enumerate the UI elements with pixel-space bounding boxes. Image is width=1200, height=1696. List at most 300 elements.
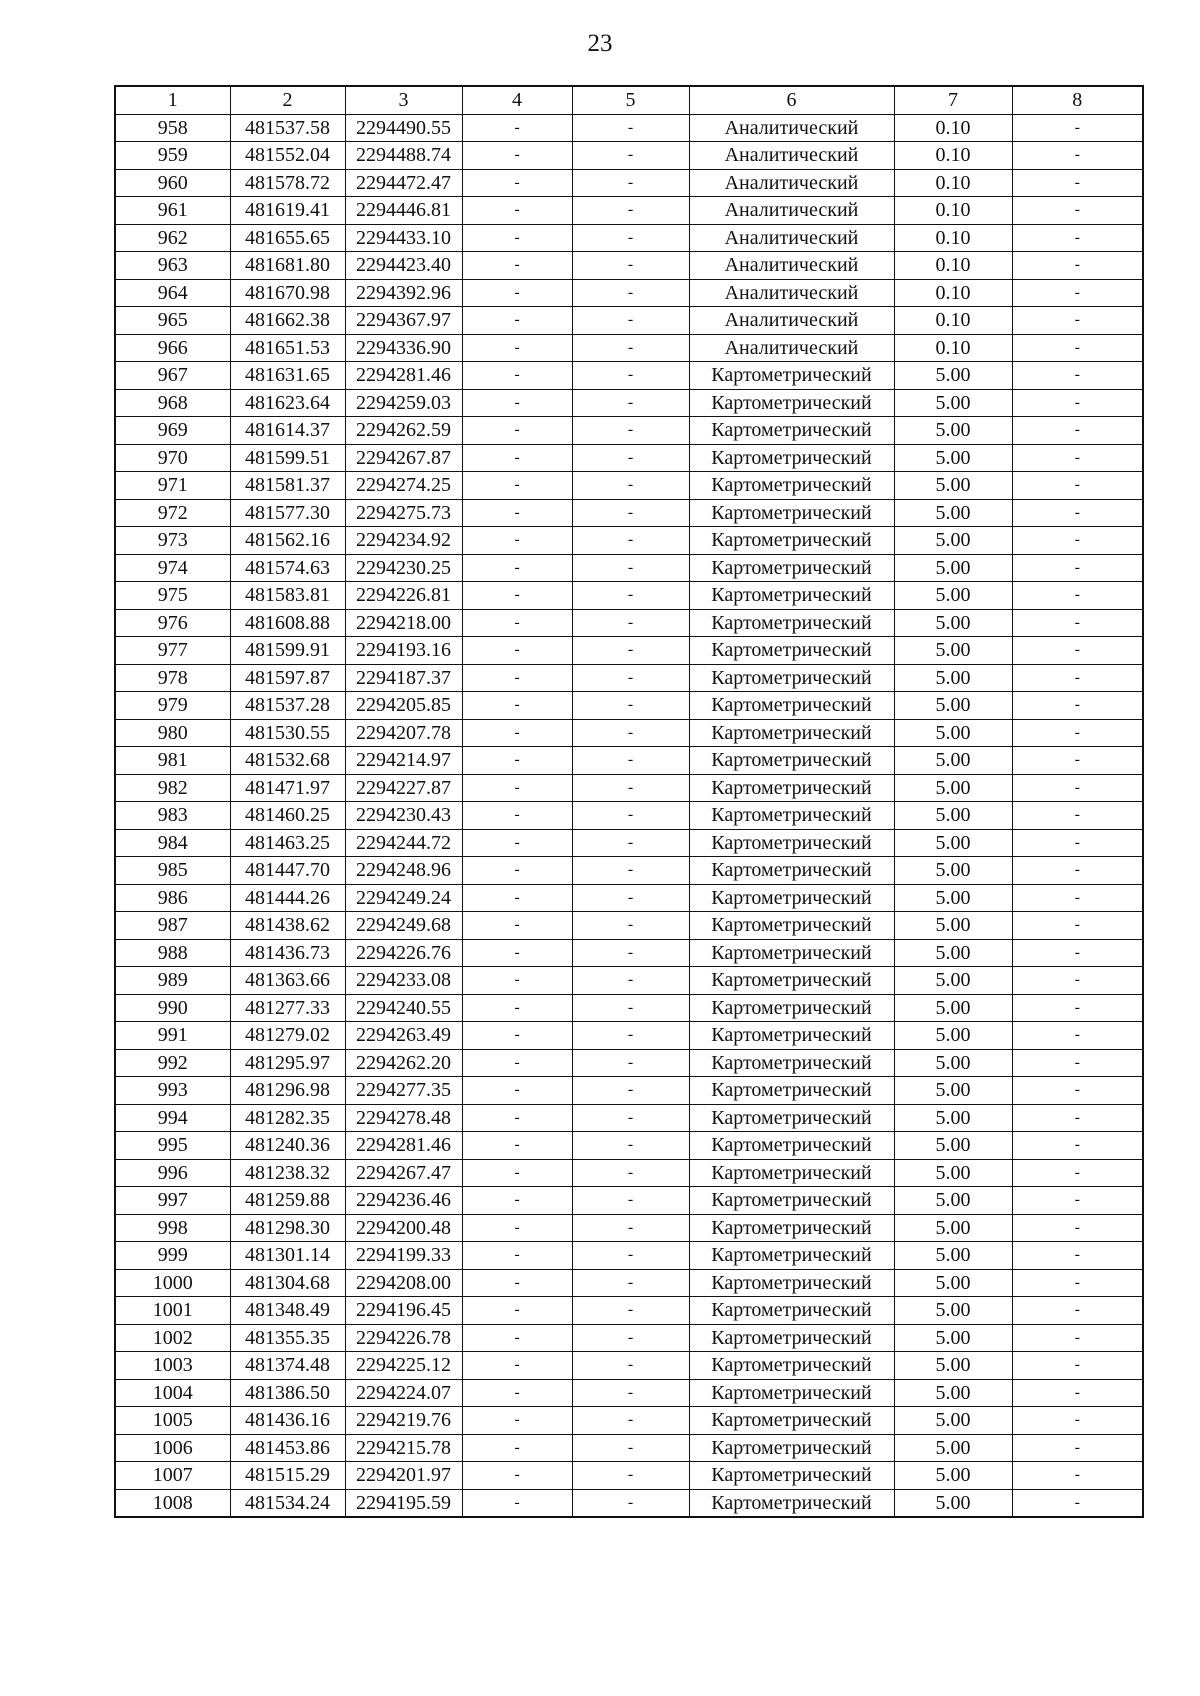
- column-5-cell: -: [572, 912, 689, 940]
- column-4-cell: -: [462, 1489, 572, 1517]
- point-number-cell: 1004: [115, 1379, 230, 1407]
- column-8-cell: -: [1012, 1352, 1143, 1380]
- column-8-cell: -: [1012, 664, 1143, 692]
- column-8-cell: -: [1012, 197, 1143, 225]
- x-coordinate-cell: 481515.29: [230, 1462, 345, 1490]
- column-5-cell: -: [572, 1077, 689, 1105]
- table-row: [115, 994, 1143, 1022]
- accuracy-cell: 5.00: [894, 912, 1012, 940]
- accuracy-cell: 5.00: [894, 1297, 1012, 1325]
- accuracy-cell: 5.00: [894, 774, 1012, 802]
- point-number-cell: 958: [115, 114, 230, 142]
- column-8-cell: -: [1012, 1077, 1143, 1105]
- column-5-cell: -: [572, 1379, 689, 1407]
- y-coordinate-cell: 2294226.78: [345, 1324, 462, 1352]
- y-coordinate-cell: 2294490.55: [345, 114, 462, 142]
- column-8-cell: -: [1012, 1462, 1143, 1490]
- x-coordinate-cell: 481583.81: [230, 582, 345, 610]
- column-4-cell: -: [462, 1352, 572, 1380]
- y-coordinate-cell: 2294234.92: [345, 527, 462, 555]
- column-8-cell: -: [1012, 1324, 1143, 1352]
- column-5-cell: -: [572, 169, 689, 197]
- column-8-cell: -: [1012, 912, 1143, 940]
- accuracy-cell: 5.00: [894, 1489, 1012, 1517]
- column-5-cell: -: [572, 527, 689, 555]
- table-row: [115, 252, 1143, 280]
- column-5-cell: -: [572, 1022, 689, 1050]
- method-cell: Аналитический: [689, 197, 894, 225]
- column-8-cell: -: [1012, 994, 1143, 1022]
- point-number-cell: 982: [115, 774, 230, 802]
- point-number-cell: 961: [115, 197, 230, 225]
- point-number-cell: 969: [115, 417, 230, 445]
- method-cell: Картометрический: [689, 1022, 894, 1050]
- y-coordinate-cell: 2294236.46: [345, 1187, 462, 1215]
- column-8-cell: -: [1012, 1269, 1143, 1297]
- x-coordinate-cell: 481436.16: [230, 1407, 345, 1435]
- point-number-cell: 994: [115, 1104, 230, 1132]
- point-number-cell: 1007: [115, 1462, 230, 1490]
- point-number-cell: 964: [115, 279, 230, 307]
- accuracy-cell: 5.00: [894, 637, 1012, 665]
- point-number-cell: 979: [115, 692, 230, 720]
- column-header-3: 3: [345, 86, 462, 114]
- column-4-cell: -: [462, 637, 572, 665]
- table-row: [115, 224, 1143, 252]
- x-coordinate-cell: 481623.64: [230, 389, 345, 417]
- method-cell: Картометрический: [689, 1132, 894, 1160]
- point-number-cell: 968: [115, 389, 230, 417]
- accuracy-cell: 0.10: [894, 114, 1012, 142]
- x-coordinate-cell: 481681.80: [230, 252, 345, 280]
- column-4-cell: -: [462, 279, 572, 307]
- x-coordinate-cell: 481655.65: [230, 224, 345, 252]
- column-5-cell: -: [572, 884, 689, 912]
- accuracy-cell: 5.00: [894, 362, 1012, 390]
- accuracy-cell: 5.00: [894, 1324, 1012, 1352]
- column-5-cell: -: [572, 994, 689, 1022]
- table-row: [115, 664, 1143, 692]
- x-coordinate-cell: 481295.97: [230, 1049, 345, 1077]
- y-coordinate-cell: 2294433.10: [345, 224, 462, 252]
- point-number-cell: 997: [115, 1187, 230, 1215]
- column-5-cell: -: [572, 417, 689, 445]
- method-cell: Картометрический: [689, 1214, 894, 1242]
- x-coordinate-cell: 481355.35: [230, 1324, 345, 1352]
- method-cell: Картометрический: [689, 939, 894, 967]
- x-coordinate-cell: 481282.35: [230, 1104, 345, 1132]
- column-8-cell: -: [1012, 499, 1143, 527]
- point-number-cell: 998: [115, 1214, 230, 1242]
- x-coordinate-cell: 481444.26: [230, 884, 345, 912]
- x-coordinate-cell: 481578.72: [230, 169, 345, 197]
- column-5-cell: -: [572, 719, 689, 747]
- y-coordinate-cell: 2294278.48: [345, 1104, 462, 1132]
- y-coordinate-cell: 2294240.55: [345, 994, 462, 1022]
- column-5-cell: -: [572, 692, 689, 720]
- accuracy-cell: 5.00: [894, 1159, 1012, 1187]
- accuracy-cell: 5.00: [894, 802, 1012, 830]
- y-coordinate-cell: 2294218.00: [345, 609, 462, 637]
- table-row: [115, 444, 1143, 472]
- column-8-cell: -: [1012, 389, 1143, 417]
- column-5-cell: -: [572, 664, 689, 692]
- y-coordinate-cell: 2294248.96: [345, 857, 462, 885]
- method-cell: Картометрический: [689, 609, 894, 637]
- table-row: [115, 1462, 1143, 1490]
- column-5-cell: -: [572, 1242, 689, 1270]
- column-5-cell: -: [572, 802, 689, 830]
- coordinates-table: [114, 85, 1144, 1518]
- column-5-cell: -: [572, 1132, 689, 1160]
- page-number: 23: [587, 30, 613, 57]
- column-4-cell: -: [462, 169, 572, 197]
- accuracy-cell: 5.00: [894, 939, 1012, 967]
- y-coordinate-cell: 2294446.81: [345, 197, 462, 225]
- column-4-cell: -: [462, 334, 572, 362]
- column-4-cell: -: [462, 1077, 572, 1105]
- column-8-cell: -: [1012, 829, 1143, 857]
- point-number-cell: 975: [115, 582, 230, 610]
- column-5-cell: -: [572, 1214, 689, 1242]
- table-header: [115, 86, 1143, 114]
- method-cell: Картометрический: [689, 1269, 894, 1297]
- x-coordinate-cell: 481374.48: [230, 1352, 345, 1380]
- table-row: [115, 1049, 1143, 1077]
- column-8-cell: -: [1012, 1132, 1143, 1160]
- column-4-cell: -: [462, 1269, 572, 1297]
- accuracy-cell: 0.10: [894, 307, 1012, 335]
- column-5-cell: -: [572, 1297, 689, 1325]
- column-4-cell: -: [462, 1214, 572, 1242]
- column-8-cell: -: [1012, 1159, 1143, 1187]
- y-coordinate-cell: 2294277.35: [345, 1077, 462, 1105]
- column-5-cell: -: [572, 1159, 689, 1187]
- column-4-cell: -: [462, 609, 572, 637]
- column-4-cell: -: [462, 719, 572, 747]
- y-coordinate-cell: 2294226.76: [345, 939, 462, 967]
- column-8-cell: -: [1012, 692, 1143, 720]
- table-row: [115, 1352, 1143, 1380]
- column-header-2: 2: [230, 86, 345, 114]
- x-coordinate-cell: 481304.68: [230, 1269, 345, 1297]
- column-4-cell: -: [462, 389, 572, 417]
- method-cell: Картометрический: [689, 499, 894, 527]
- x-coordinate-cell: 481530.55: [230, 719, 345, 747]
- column-4-cell: -: [462, 994, 572, 1022]
- method-cell: Аналитический: [689, 169, 894, 197]
- accuracy-cell: 5.00: [894, 389, 1012, 417]
- accuracy-cell: 5.00: [894, 1104, 1012, 1132]
- x-coordinate-cell: 481453.86: [230, 1434, 345, 1462]
- y-coordinate-cell: 2294195.59: [345, 1489, 462, 1517]
- accuracy-cell: 0.10: [894, 169, 1012, 197]
- table-row: [115, 1379, 1143, 1407]
- column-5-cell: -: [572, 1104, 689, 1132]
- column-8-cell: -: [1012, 224, 1143, 252]
- table-row: [115, 1132, 1143, 1160]
- table-row: [115, 1022, 1143, 1050]
- column-5-cell: -: [572, 1462, 689, 1490]
- method-cell: Картометрический: [689, 802, 894, 830]
- method-cell: Картометрический: [689, 554, 894, 582]
- y-coordinate-cell: 2294244.72: [345, 829, 462, 857]
- column-4-cell: -: [462, 114, 572, 142]
- y-coordinate-cell: 2294275.73: [345, 499, 462, 527]
- column-5-cell: -: [572, 197, 689, 225]
- table-row: [115, 1407, 1143, 1435]
- column-4-cell: -: [462, 252, 572, 280]
- x-coordinate-cell: 481463.25: [230, 829, 345, 857]
- method-cell: Картометрический: [689, 1104, 894, 1132]
- column-8-cell: -: [1012, 252, 1143, 280]
- column-5-cell: -: [572, 114, 689, 142]
- accuracy-cell: 5.00: [894, 417, 1012, 445]
- point-number-cell: 973: [115, 527, 230, 555]
- column-4-cell: -: [462, 664, 572, 692]
- column-4-cell: -: [462, 1159, 572, 1187]
- column-5-cell: -: [572, 774, 689, 802]
- method-cell: Картометрический: [689, 857, 894, 885]
- column-5-cell: -: [572, 362, 689, 390]
- accuracy-cell: 5.00: [894, 1132, 1012, 1160]
- y-coordinate-cell: 2294230.25: [345, 554, 462, 582]
- method-cell: Картометрический: [689, 747, 894, 775]
- accuracy-cell: 5.00: [894, 884, 1012, 912]
- table-row: [115, 307, 1143, 335]
- y-coordinate-cell: 2294267.47: [345, 1159, 462, 1187]
- table-row: [115, 114, 1143, 142]
- x-coordinate-cell: 481532.68: [230, 747, 345, 775]
- column-8-cell: -: [1012, 1379, 1143, 1407]
- point-number-cell: 963: [115, 252, 230, 280]
- column-4-cell: -: [462, 197, 572, 225]
- x-coordinate-cell: 481537.28: [230, 692, 345, 720]
- y-coordinate-cell: 2294207.78: [345, 719, 462, 747]
- column-4-cell: -: [462, 967, 572, 995]
- y-coordinate-cell: 2294423.40: [345, 252, 462, 280]
- accuracy-cell: 5.00: [894, 967, 1012, 995]
- column-header-1: 1: [115, 86, 230, 114]
- header-row: [115, 86, 1143, 114]
- table-row: [115, 1077, 1143, 1105]
- column-5-cell: -: [572, 499, 689, 527]
- table-row: [115, 279, 1143, 307]
- table-row: [115, 499, 1143, 527]
- column-8-cell: -: [1012, 527, 1143, 555]
- column-4-cell: -: [462, 857, 572, 885]
- point-number-cell: 986: [115, 884, 230, 912]
- column-4-cell: -: [462, 1434, 572, 1462]
- x-coordinate-cell: 481436.73: [230, 939, 345, 967]
- point-number-cell: 1005: [115, 1407, 230, 1435]
- column-5-cell: -: [572, 1324, 689, 1352]
- y-coordinate-cell: 2294392.96: [345, 279, 462, 307]
- y-coordinate-cell: 2294367.97: [345, 307, 462, 335]
- accuracy-cell: 5.00: [894, 582, 1012, 610]
- accuracy-cell: 5.00: [894, 1269, 1012, 1297]
- accuracy-cell: 5.00: [894, 527, 1012, 555]
- column-4-cell: -: [462, 692, 572, 720]
- y-coordinate-cell: 2294200.48: [345, 1214, 462, 1242]
- column-8-cell: -: [1012, 1022, 1143, 1050]
- point-number-cell: 1006: [115, 1434, 230, 1462]
- table-row: [115, 1434, 1143, 1462]
- column-5-cell: -: [572, 307, 689, 335]
- column-5-cell: -: [572, 554, 689, 582]
- table-row: [115, 1242, 1143, 1270]
- method-cell: Картометрический: [689, 582, 894, 610]
- column-4-cell: -: [462, 774, 572, 802]
- column-8-cell: -: [1012, 582, 1143, 610]
- column-4-cell: -: [462, 1104, 572, 1132]
- y-coordinate-cell: 2294488.74: [345, 142, 462, 170]
- column-5-cell: -: [572, 1434, 689, 1462]
- point-number-cell: 960: [115, 169, 230, 197]
- column-8-cell: -: [1012, 362, 1143, 390]
- point-number-cell: 1002: [115, 1324, 230, 1352]
- column-8-cell: -: [1012, 334, 1143, 362]
- point-number-cell: 965: [115, 307, 230, 335]
- y-coordinate-cell: 2294281.46: [345, 1132, 462, 1160]
- column-8-cell: -: [1012, 939, 1143, 967]
- column-4-cell: -: [462, 554, 572, 582]
- table-row: [115, 912, 1143, 940]
- column-4-cell: -: [462, 527, 572, 555]
- point-number-cell: 991: [115, 1022, 230, 1050]
- point-number-cell: 987: [115, 912, 230, 940]
- column-8-cell: -: [1012, 472, 1143, 500]
- method-cell: Картометрический: [689, 1187, 894, 1215]
- method-cell: Аналитический: [689, 334, 894, 362]
- column-5-cell: -: [572, 1352, 689, 1380]
- column-8-cell: -: [1012, 637, 1143, 665]
- column-5-cell: -: [572, 1269, 689, 1297]
- column-8-cell: -: [1012, 802, 1143, 830]
- method-cell: Картометрический: [689, 692, 894, 720]
- y-coordinate-cell: 2294201.97: [345, 1462, 462, 1490]
- column-header-8: 8: [1012, 86, 1143, 114]
- x-coordinate-cell: 481386.50: [230, 1379, 345, 1407]
- method-cell: Картометрический: [689, 1297, 894, 1325]
- method-cell: Картометрический: [689, 1352, 894, 1380]
- accuracy-cell: 5.00: [894, 857, 1012, 885]
- method-cell: Картометрический: [689, 389, 894, 417]
- method-cell: Картометрический: [689, 719, 894, 747]
- x-coordinate-cell: 481619.41: [230, 197, 345, 225]
- table-body: [115, 114, 1143, 1517]
- point-number-cell: 983: [115, 802, 230, 830]
- point-number-cell: 996: [115, 1159, 230, 1187]
- table-row: [115, 169, 1143, 197]
- column-5-cell: -: [572, 637, 689, 665]
- column-4-cell: -: [462, 142, 572, 170]
- method-cell: Картометрический: [689, 527, 894, 555]
- column-4-cell: -: [462, 912, 572, 940]
- accuracy-cell: 5.00: [894, 472, 1012, 500]
- point-number-cell: 1003: [115, 1352, 230, 1380]
- point-number-cell: 999: [115, 1242, 230, 1270]
- column-5-cell: -: [572, 389, 689, 417]
- x-coordinate-cell: 481597.87: [230, 664, 345, 692]
- x-coordinate-cell: 481662.38: [230, 307, 345, 335]
- table-row: [115, 692, 1143, 720]
- column-8-cell: -: [1012, 114, 1143, 142]
- column-4-cell: -: [462, 582, 572, 610]
- method-cell: Картометрический: [689, 1379, 894, 1407]
- method-cell: Картометрический: [689, 1462, 894, 1490]
- x-coordinate-cell: 481552.04: [230, 142, 345, 170]
- column-4-cell: -: [462, 884, 572, 912]
- column-4-cell: -: [462, 1297, 572, 1325]
- accuracy-cell: 5.00: [894, 1434, 1012, 1462]
- column-5-cell: -: [572, 747, 689, 775]
- point-number-cell: 993: [115, 1077, 230, 1105]
- column-8-cell: -: [1012, 307, 1143, 335]
- method-cell: Аналитический: [689, 224, 894, 252]
- point-number-cell: 988: [115, 939, 230, 967]
- column-5-cell: -: [572, 967, 689, 995]
- point-number-cell: 995: [115, 1132, 230, 1160]
- method-cell: Картометрический: [689, 884, 894, 912]
- table-row: [115, 637, 1143, 665]
- method-cell: Картометрический: [689, 1324, 894, 1352]
- x-coordinate-cell: 481277.33: [230, 994, 345, 1022]
- method-cell: Картометрический: [689, 1407, 894, 1435]
- column-5-cell: -: [572, 1489, 689, 1517]
- method-cell: Картометрический: [689, 362, 894, 390]
- method-cell: Картометрический: [689, 1159, 894, 1187]
- point-number-cell: 971: [115, 472, 230, 500]
- table-row: [115, 1187, 1143, 1215]
- method-cell: Картометрический: [689, 829, 894, 857]
- table-row: [115, 334, 1143, 362]
- point-number-cell: 990: [115, 994, 230, 1022]
- column-5-cell: -: [572, 1049, 689, 1077]
- accuracy-cell: 5.00: [894, 1462, 1012, 1490]
- column-8-cell: -: [1012, 1242, 1143, 1270]
- y-coordinate-cell: 2294259.03: [345, 389, 462, 417]
- column-8-cell: -: [1012, 554, 1143, 582]
- accuracy-cell: 5.00: [894, 664, 1012, 692]
- y-coordinate-cell: 2294267.87: [345, 444, 462, 472]
- point-number-cell: 989: [115, 967, 230, 995]
- accuracy-cell: 5.00: [894, 609, 1012, 637]
- method-cell: Картометрический: [689, 417, 894, 445]
- table-row: [115, 389, 1143, 417]
- table-row: [115, 884, 1143, 912]
- point-number-cell: 978: [115, 664, 230, 692]
- method-cell: Картометрический: [689, 472, 894, 500]
- table-row: [115, 719, 1143, 747]
- point-number-cell: 966: [115, 334, 230, 362]
- accuracy-cell: 5.00: [894, 1352, 1012, 1380]
- column-8-cell: -: [1012, 444, 1143, 472]
- x-coordinate-cell: 481608.88: [230, 609, 345, 637]
- accuracy-cell: 5.00: [894, 1049, 1012, 1077]
- method-cell: Картометрический: [689, 1242, 894, 1270]
- table-row: [115, 857, 1143, 885]
- table-row: [115, 802, 1143, 830]
- y-coordinate-cell: 2294208.00: [345, 1269, 462, 1297]
- column-4-cell: -: [462, 472, 572, 500]
- table-row: [115, 472, 1143, 500]
- x-coordinate-cell: 481562.16: [230, 527, 345, 555]
- column-8-cell: -: [1012, 1104, 1143, 1132]
- point-number-cell: 977: [115, 637, 230, 665]
- method-cell: Картометрический: [689, 967, 894, 995]
- point-number-cell: 992: [115, 1049, 230, 1077]
